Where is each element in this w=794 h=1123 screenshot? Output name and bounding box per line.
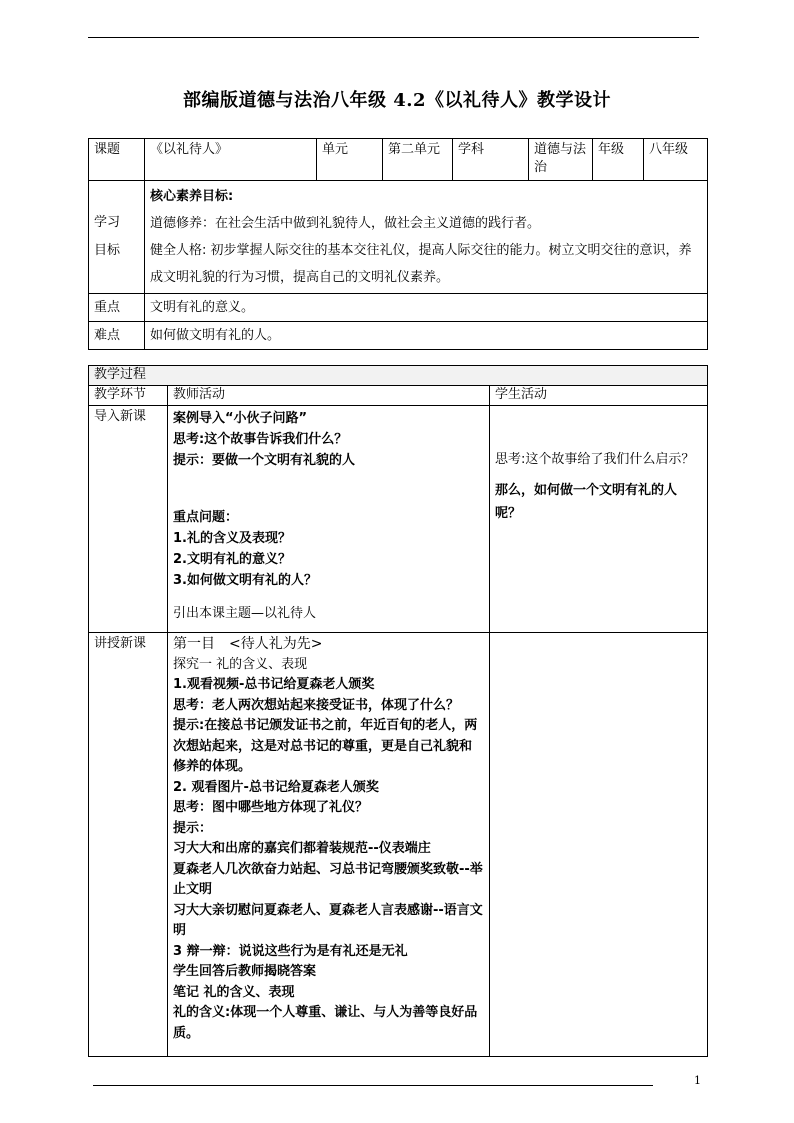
process-section-title: 教学过程 xyxy=(89,366,708,386)
lecture-think-2: 思考：图中哪些地方体现了礼仪？ xyxy=(173,800,369,815)
teaching-process-table xyxy=(88,365,708,1057)
page-number: 1 xyxy=(694,1074,701,1087)
lecture-explore-1: 探究一 礼的含义、表现 xyxy=(173,656,308,672)
topic-label: 课题 xyxy=(89,139,145,181)
subject-value: 道德与法治 xyxy=(529,139,593,181)
goals-label xyxy=(89,181,145,294)
intro-row xyxy=(89,406,708,633)
key-point-value: 文明有礼的意义。 xyxy=(145,294,708,322)
process-header-row xyxy=(89,386,708,406)
lecture-item-2: 2. 观看图片-总书记给夏森老人颁奖 xyxy=(173,779,379,795)
intro-student-activity xyxy=(490,406,708,633)
lecture-stage: 讲授新课 xyxy=(89,633,168,1057)
lecture-etiquette-2: 夏森老人几次欲奋力站起、习总书记弯腰颁奖致敬--举止文明 xyxy=(173,861,483,897)
document-title: 部编版道德与法治八年级 4.2《以礼待人》教学设计 xyxy=(182,90,612,111)
col-stage-header: 教学环节 xyxy=(89,386,168,406)
intro-hint: 提示：要做一个文明有礼貌的人 xyxy=(173,453,356,468)
difficulty-label: 难点 xyxy=(89,322,145,350)
lecture-etiquette-1: 习大大和出席的嘉宾们都着装规范--仪表端庄 xyxy=(173,841,431,856)
topic-value: 《以礼待人》 xyxy=(145,139,317,181)
lecture-item-1: 1.观看视频-总书记给夏森老人颁奖 xyxy=(173,677,375,692)
footer-rule xyxy=(93,1085,653,1086)
unit-value: 第二单元 xyxy=(383,139,453,181)
intro-question-3: 3.如何做文明有礼的人？ xyxy=(173,573,317,588)
unit-label: 单元 xyxy=(317,139,383,181)
lesson-info-table xyxy=(88,138,708,350)
goals-heading: 核心素养目标: xyxy=(150,189,234,204)
intro-topic-lead: 引出本课主题—以礼待人 xyxy=(173,606,317,621)
lecture-hint-1: 提示:在接总书记颁发证书之前，年近百旬的老人，两次想站起来，这是对总书记的尊重，更是自己礼貌和修养的体现。 xyxy=(173,718,478,774)
intro-question-2: 2.文明有礼的意义？ xyxy=(173,552,291,567)
grade-label: 年级 xyxy=(593,139,644,181)
lecture-hint-2: 提示： xyxy=(173,820,213,836)
goals-label-line1: 学习 xyxy=(94,215,121,230)
intro-stage: 导入新课 xyxy=(89,406,168,633)
difficulty-value: 如何做文明有礼的人。 xyxy=(145,322,708,350)
process-title-row xyxy=(89,366,708,386)
intro-case: 案例导入“小伙子问路” xyxy=(173,411,308,426)
lecture-student-activity xyxy=(490,633,708,1057)
student-question: 那么，如何做一个文明有礼的人呢？ xyxy=(495,483,678,521)
header-rule xyxy=(88,37,699,38)
lecture-answer: 学生回答后教师揭晓答案 xyxy=(173,964,317,979)
lecture-notes: 笔记 礼的含义、表现 xyxy=(173,984,295,1000)
lecture-section-heading: 第一目 <待人礼为先> xyxy=(173,636,323,652)
subject-label: 学科 xyxy=(453,139,529,181)
info-row-goals xyxy=(89,181,708,294)
lecture-row xyxy=(89,633,708,1057)
info-row-topic xyxy=(89,139,708,181)
lecture-definition: 礼的含义:体现一个人尊重、谦让、与人为善等良好品质。 xyxy=(173,1005,478,1041)
lecture-etiquette-3: 习大大亲切慰问夏森老人、夏森老人言表感谢--语言文明 xyxy=(173,902,483,938)
col-teacher-header: 教师活动 xyxy=(168,386,490,406)
key-point-label: 重点 xyxy=(89,294,145,322)
info-row-key xyxy=(89,294,708,322)
student-think: 思考:这个故事给了我们什么启示？ xyxy=(495,452,695,467)
intro-question-1: 1.礼的含义及表现？ xyxy=(173,531,291,546)
info-row-difficulty xyxy=(89,322,708,350)
goals-content xyxy=(145,181,708,294)
goals-label-line2: 目标 xyxy=(94,243,121,258)
col-student-header: 学生活动 xyxy=(490,386,708,406)
intro-teacher-activity xyxy=(168,406,490,633)
lecture-think-1: 思考：老人两次想站起来接受证书，体现了什么？ xyxy=(173,697,460,713)
lecture-teacher-activity xyxy=(168,633,490,1057)
intro-think: 思考:这个故事告诉我们什么？ xyxy=(173,432,348,447)
goal-personality: 健全人格: 初步掌握人际交往的基本交往礼仪，提高人际交往的能力。树立文明交往的意识，养成文明礼貌的行为习惯，提高自己的文明礼仪素养。 xyxy=(150,243,692,285)
lecture-item-3: 3 辩一辩：说说这些行为是有礼还是无礼 xyxy=(173,943,408,959)
intro-key-questions: 重点问题： xyxy=(173,510,239,525)
goal-moral: 道德修养：在社会生活中做到礼貌待人，做社会主义道德的践行者。 xyxy=(150,216,541,231)
grade-value: 八年级 xyxy=(644,139,708,181)
